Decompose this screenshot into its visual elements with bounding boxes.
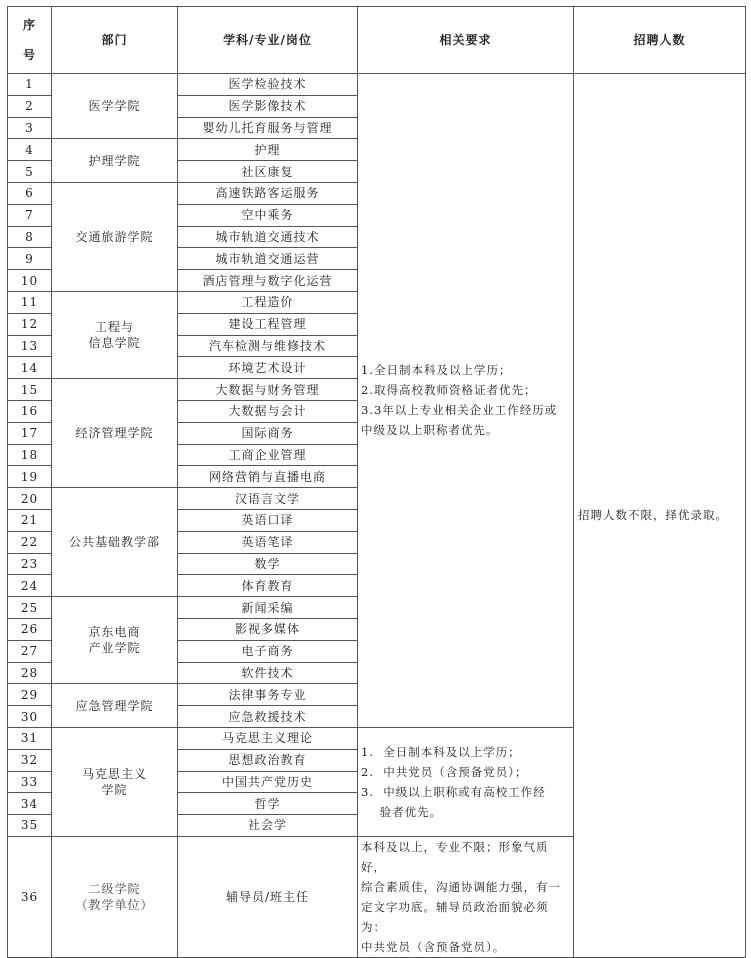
row-number: 16	[8, 400, 52, 422]
header-seq-bottom: 号	[22, 48, 36, 62]
department-name-line: 应急管理学院	[75, 698, 154, 713]
subject-cell: 高速铁路客运服务	[178, 182, 358, 204]
subject-cell: 工商企业管理	[178, 444, 358, 466]
subject-cell: 影视多媒体	[178, 618, 358, 640]
requirement-line: 综合素质佳，沟通协调能力强，有一	[361, 879, 561, 894]
subject-cell: 空中乘务	[178, 204, 358, 226]
row-number: 13	[8, 335, 52, 357]
subject-cell: 汽车检测与维修技术	[178, 335, 358, 357]
subject-cell: 城市轨道交通运营	[178, 248, 358, 270]
subject-cell: 国际商务	[178, 422, 358, 444]
requirements-cell	[358, 727, 574, 836]
department-name-line: （教学单位）	[75, 897, 154, 912]
row-number: 7	[8, 204, 52, 226]
recruitment-table	[7, 6, 746, 958]
subject-cell: 马克思主义理论	[178, 727, 358, 749]
department-name-line: 公共基础教学部	[68, 535, 160, 550]
department-cell	[52, 684, 178, 728]
requirement-line: 本科及以上，专业不限；形象气质好，	[361, 839, 549, 874]
row-number: 22	[8, 531, 52, 553]
subject-cell: 法律事务专业	[178, 684, 358, 706]
department-name-line: 二级学院	[88, 881, 141, 896]
department-name-line: 医学学院	[88, 99, 141, 114]
row-number: 32	[8, 749, 52, 771]
department-cell	[52, 488, 178, 597]
row-number: 23	[8, 553, 52, 575]
row-number: 18	[8, 444, 52, 466]
row-number: 29	[8, 684, 52, 706]
requirement-line: 1.全日制本科及以上学历；	[361, 363, 512, 378]
row-number: 24	[8, 575, 52, 597]
requirement-line: 1. 全日制本科及以上学历；	[361, 744, 521, 759]
subject-cell: 体育教育	[178, 575, 358, 597]
table-row	[8, 74, 746, 96]
row-number: 6	[8, 182, 52, 204]
requirement-line: 验者优先。	[361, 804, 443, 819]
subject-cell: 英语笔译	[178, 531, 358, 553]
department-name-line: 学院	[101, 782, 128, 797]
subject-cell: 社区康复	[178, 161, 358, 183]
requirement-line: 2.取得高校教师资格证者优先；	[361, 383, 537, 398]
subject-cell: 应急救援技术	[178, 706, 358, 728]
row-number: 10	[8, 270, 52, 292]
row-number: 35	[8, 815, 52, 837]
subject-cell: 新闻采编	[178, 597, 358, 619]
subject-cell: 工程造价	[178, 291, 358, 313]
department-name-line: 产业学院	[88, 641, 141, 656]
row-number: 3	[8, 117, 52, 139]
requirement-line: 2. 中共党员（含预备党员）；	[361, 764, 528, 779]
requirement-line: 中共党员（含预备党员）。	[361, 939, 506, 954]
header-seq	[8, 7, 52, 74]
subject-cell: 环境艺术设计	[178, 357, 358, 379]
requirement-line: 中级及以上职称者优先。	[361, 423, 499, 438]
department-name-line: 护理学院	[88, 153, 141, 168]
header-seq-top: 序	[22, 18, 36, 32]
row-number: 30	[8, 706, 52, 728]
subject-cell: 医学检验技术	[178, 74, 358, 96]
department-cell	[52, 836, 178, 957]
row-number: 21	[8, 509, 52, 531]
row-number: 31	[8, 727, 52, 749]
subject-cell: 英语口译	[178, 509, 358, 531]
department-cell	[52, 597, 178, 684]
header-hire-count: 招聘人数	[574, 7, 746, 74]
department-name-line: 经济管理学院	[75, 426, 154, 441]
subject-cell: 中国共产党历史	[178, 771, 358, 793]
row-number: 2	[8, 95, 52, 117]
row-number: 34	[8, 793, 52, 815]
subject-cell: 医学影像技术	[178, 95, 358, 117]
department-cell	[52, 74, 178, 139]
row-number: 14	[8, 357, 52, 379]
row-number: 33	[8, 771, 52, 793]
subject-cell: 婴幼儿托育服务与管理	[178, 117, 358, 139]
department-name-line: 交通旅游学院	[75, 229, 154, 244]
row-number: 1	[8, 74, 52, 96]
row-number: 15	[8, 379, 52, 401]
subject-cell: 城市轨道交通技术	[178, 226, 358, 248]
department-cell	[52, 379, 178, 488]
subject-cell: 软件技术	[178, 662, 358, 684]
row-number: 20	[8, 488, 52, 510]
row-number: 27	[8, 640, 52, 662]
subject-cell: 建设工程管理	[178, 313, 358, 335]
requirement-line: 3. 中级以上职称或有高校工作经	[361, 784, 546, 799]
row-number: 9	[8, 248, 52, 270]
row-number: 8	[8, 226, 52, 248]
department-cell	[52, 727, 178, 836]
row-number: 12	[8, 313, 52, 335]
department-name-line: 马克思主义	[81, 766, 147, 781]
subject-cell: 数学	[178, 553, 358, 575]
row-number: 36	[8, 836, 52, 957]
department-cell	[52, 139, 178, 183]
requirements-cell	[358, 836, 574, 957]
subject-cell: 网络营销与直播电商	[178, 466, 358, 488]
department-cell	[52, 291, 178, 378]
requirement-line: 3.3年以上专业相关企业工作经历或	[361, 403, 558, 418]
subject-cell: 汉语言文学	[178, 488, 358, 510]
subject-cell: 社会学	[178, 815, 358, 837]
header-subject: 学科/专业/岗位	[178, 7, 358, 74]
subject-cell: 辅导员/班主任	[178, 836, 358, 957]
row-number: 17	[8, 422, 52, 444]
row-number: 25	[8, 597, 52, 619]
subject-cell: 思想政治教育	[178, 749, 358, 771]
subject-cell: 电子商务	[178, 640, 358, 662]
department-name-line: 京东电商	[88, 625, 141, 640]
hire-count-cell: 招聘人数不限，择优录取。	[574, 74, 746, 958]
department-cell	[52, 182, 178, 291]
requirement-line: 定文字功底。辅导员政治面貌必须为：	[361, 899, 549, 934]
row-number: 26	[8, 618, 52, 640]
row-number: 5	[8, 161, 52, 183]
subject-cell: 大数据与会计	[178, 400, 358, 422]
header-dept: 部门	[52, 7, 178, 74]
requirements-cell	[358, 74, 574, 728]
row-number: 4	[8, 139, 52, 161]
department-name-line: 信息学院	[88, 336, 141, 351]
subject-cell: 哲学	[178, 793, 358, 815]
header-requirements: 相关要求	[358, 7, 574, 74]
row-number: 28	[8, 662, 52, 684]
row-number: 11	[8, 291, 52, 313]
department-name-line: 工程与	[94, 320, 134, 335]
subject-cell: 护理	[178, 139, 358, 161]
subject-cell: 酒店管理与数字化运营	[178, 270, 358, 292]
subject-cell: 大数据与财务管理	[178, 379, 358, 401]
row-number: 19	[8, 466, 52, 488]
